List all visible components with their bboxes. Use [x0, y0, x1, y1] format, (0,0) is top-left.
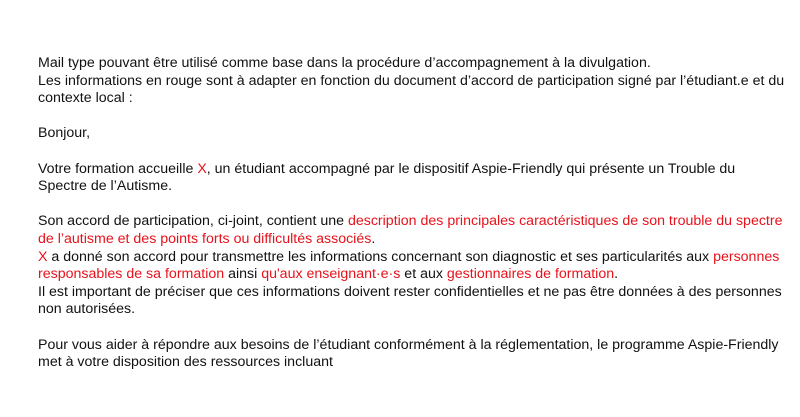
student-placeholder: X [197, 160, 207, 177]
student-placeholder: X [38, 248, 48, 265]
document-body [38, 55, 788, 372]
highlight-gestionnaires: gestionnaires de formation [446, 266, 615, 283]
paragraph-accord [38, 213, 788, 248]
paragraph-resources: Pour vous aider à répondre aux besoins de l’étudiant conformément à la réglementation, le programme Aspie-Friendly met à votre disposition des ressources incluant [38, 336, 779, 371]
highlight-enseignants: qu'aux enseignant·e·s [261, 266, 401, 283]
text-segment: et aux [400, 266, 447, 283]
text-segment: ainsi [224, 266, 262, 283]
paragraph-consent [38, 249, 788, 284]
intro-line-2: Les informations en rouge sont à adapter en fonction du document d’accord de participation signé par l’étudiant.e et du contexte local : [38, 72, 785, 107]
paragraph-confidentiality: Il est important de préciser que ces informations doivent rester confidentielles et ne pas être données à des personnes non autorisées. [38, 283, 782, 318]
text-segment: a donné son accord pour transmettre les informations concernant son diagnostic et ses particularités aux [47, 248, 714, 265]
intro-line-1: Mail type pouvant être utilisé comme base dans la procédure d’accompagnement à la divulgation. [38, 55, 651, 71]
text-segment: . [371, 230, 376, 247]
text-segment: . [614, 266, 619, 283]
paragraph-formation [38, 161, 788, 196]
text-segment: , un étudiant accompagné par le dispositif Aspie-Friendly qui présente un Trouble du Spectre de l’Autisme. [38, 160, 736, 195]
text-segment: Votre formation accueille [38, 160, 198, 177]
highlight-responsables: personnes responsables de sa formation [38, 248, 780, 283]
greeting: Bonjour, [38, 125, 91, 142]
highlight-description: description des principales caractéristiques de son trouble du spectre de l’autisme et des points forts ou difficultés associés [38, 213, 783, 247]
text-segment: Son accord de participation, ci-joint, contient une [38, 213, 348, 230]
